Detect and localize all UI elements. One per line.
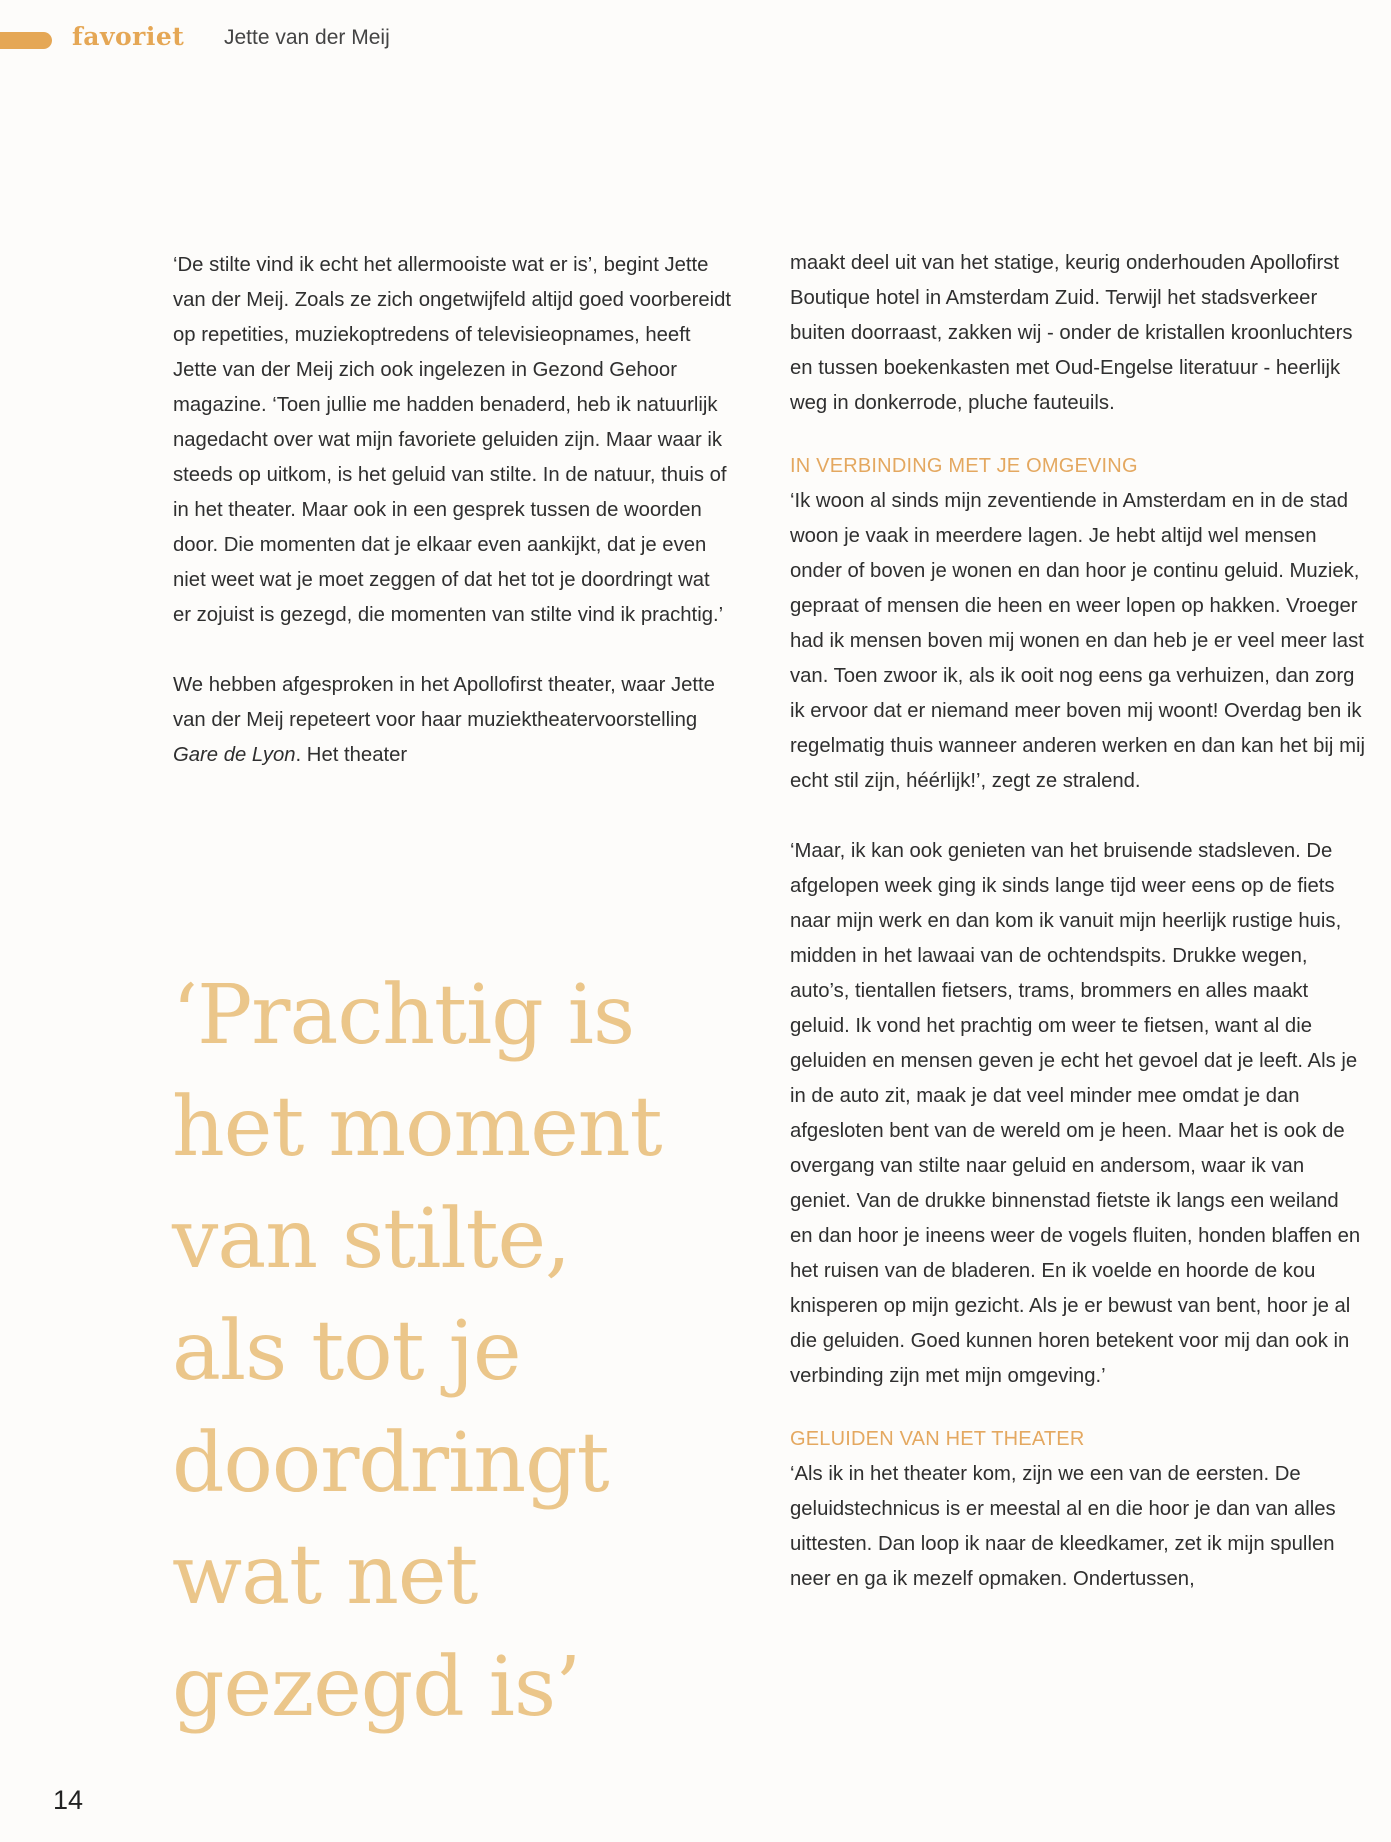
right-column: [790, 246, 1365, 1597]
city-living-paragraph: ‘Ik woon al sinds mijn zeventiende in Amsterdam en in de stad woon je vaak in meerdere lagen. Je hebt altijd wel mensen onder of boven je wonen en dan hoor je continu geluid. Muziek, gepraat of mensen die heen en weer lopen op hakken. Vroeger had ik mensen boven mij wonen en dan heb je er veel meer last van. Toen zwoor ik, als ik ooit nog eens ga verhuizen, dan zorg ik ervoor dat er niemand meer boven mij woont! Overdag ben ik regelmatig thuis wanneer anderen werken en dan kan het bij mij echt stil zijn, héérlijk!’, zegt ze stralend.: [790, 490, 1365, 792]
section-tab-marker: [0, 32, 52, 49]
left-column: [173, 248, 733, 773]
subheading-omgeving: IN VERBINDING MET JE OMGEVING: [790, 455, 1138, 477]
page-number: 14: [53, 1785, 84, 1815]
pull-quote-line: ‘Prachtig is: [172, 968, 635, 1063]
pull-quote-line: van stilte,: [172, 1192, 571, 1287]
header-author: Jette van der Meij: [224, 26, 390, 49]
subheading-theater: GELUIDEN VAN HET THEATER: [790, 1428, 1085, 1450]
theater-paragraph: ‘Als ik in het theater kom, zijn we een van de eersten. De geluidstechnicus is er meestal al en die hoor je dan van alles uittesten. Dan loop ik naar de kleedkamer, zet ik mijn spullen neer en ga ik mezelf opmaken. Ondertussen,: [790, 1463, 1336, 1590]
city-life-paragraph: ‘Maar, ik kan ook genieten van het bruisende stadsleven. De afgelopen week ging ik sinds lange tijd weer eens op de fiets naar mijn werk en dan kom ik vanuit mijn heerlijk rustige huis, midden in het lawaai van de ochtendspits. Drukke wegen, auto’s, tientallen fietsers, trams, brommers en alles maakt geluid. Ik vond het prachtig om weer te fietsen, want al die geluiden en mensen geven je echt het gevoel dat je leeft. Als je in de auto zit, maak je dat veel minder mee omdat je dan afgesloten bent van de wereld om je heen. Maar het is ook de overgang van stilte naar geluid en andersom, waar ik van geniet. Van de drukke binnenstad fietste ik langs een weiland en dan hoor je ineens weer de vogels fluiten, honden blaffen en het ruisen van de bladeren. En ik voelde en hoorde de kou knisperen op mijn gezicht. Als je er bewust van bent, hoor je al die geluiden. Goed kunnen horen betekent voor mij dan ook in verbinding zijn met mijn omgeving.’: [790, 840, 1361, 1387]
page-header: [0, 22, 1391, 56]
show-title: Gare de Lyon: [173, 744, 296, 766]
pull-quote-line: gezegd is’: [172, 1640, 581, 1735]
pull-quote-line: doordringt: [172, 1416, 609, 1511]
pull-quote-line: het moment: [172, 1080, 662, 1175]
pull-quote-line: als tot je: [172, 1304, 521, 1399]
intro-paragraph: ‘De stilte vind ik echt het allermooiste wat er is’, begint Jette van der Meij. Zoals ze zich ongetwijfeld altijd goed voorbereidt op repetities, muziekoptredens of televisieopnames, heeft Jette van der Meij zich ook ingelezen in Gezond Gehoor magazine. ‘Toen jullie me hadden benaderd, heb ik natuurlijk nagedacht over wat mijn favoriete geluiden zijn. Maar waar ik steeds op uitkom, is het geluid van stilte. In de natuur, thuis of in het theater. Maar ook in een gesprek tussen de woorden door. Die momenten dat je elkaar even aankijkt, dat je even niet weet wat je moet zeggen of dat het tot je doordringt wat er zojuist is gezegd, die momenten van stilte vind ik prachtig.’: [173, 254, 732, 626]
pull-quote: [172, 960, 752, 1744]
pull-quote-line: wat net: [172, 1528, 478, 1623]
section-name: favoriet: [72, 22, 185, 51]
venue-paragraph: We hebben afgesproken in het Apollofirst theater, waar Jette van der Meij repeteert voor haar muziektheatervoorstelling Gare de Lyon. Het theater: [173, 674, 715, 766]
hotel-paragraph: maakt deel uit van het statige, keurig onderhouden Apollofirst Boutique hotel in Amsterdam Zuid. Terwijl het stadsverkeer buiten doorraast, zakken wij - onder de kristallen kroonluchters en tussen boekenkasten met Oud-Engelse literatuur - heerlijk weg in donkerrode, pluche fauteuils.: [790, 252, 1353, 414]
